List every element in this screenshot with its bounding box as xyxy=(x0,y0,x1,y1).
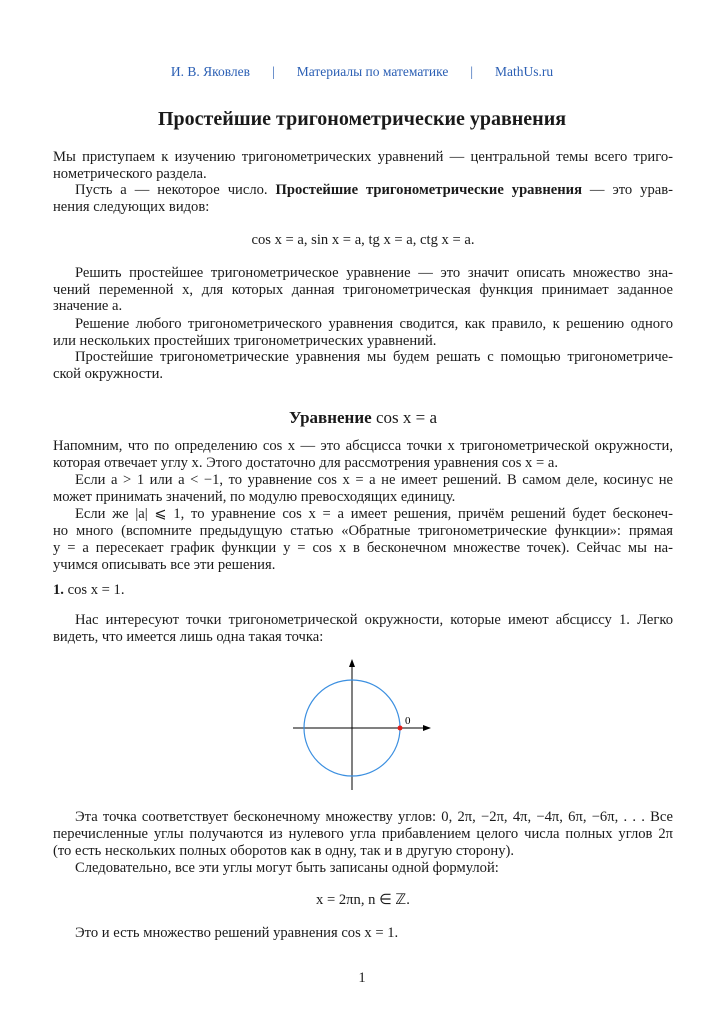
text-segment: — это урав- xyxy=(581,182,674,198)
text-line xyxy=(53,859,673,877)
text-segment: значение a. xyxy=(53,298,123,314)
text-line xyxy=(53,842,673,860)
text-line xyxy=(53,825,673,843)
materials-link[interactable]: Материалы по математике xyxy=(296,64,449,79)
text-segment: нения следующих видов: xyxy=(53,199,210,215)
text-segment: Пусть a — некоторое число. xyxy=(75,182,276,198)
text-line xyxy=(53,454,673,472)
text-line xyxy=(53,556,673,574)
text-line xyxy=(53,924,673,942)
text-segment: Решение любого тригонометрического уравнения сводится, как правило, к решению одного xyxy=(75,316,673,332)
bold-text: 1. xyxy=(53,582,64,598)
text-segment: перечисленные углы получаются из нулевого угла прибавлением целого числа полных углов 2π xyxy=(53,826,673,842)
text-segment: учимся описывать все эти решения. xyxy=(53,557,276,573)
text-segment: cos x = a xyxy=(375,408,437,427)
text-line xyxy=(53,437,673,455)
text-line xyxy=(53,628,673,646)
author-link[interactable]: И. В. Яковлев xyxy=(170,64,251,79)
text-line xyxy=(53,148,673,166)
text-segment: y = a пересекает график функции y = cos x в бесконечном множестве точек). Сейчас мы на- xyxy=(53,540,673,556)
text-line xyxy=(53,581,673,599)
text-segment: Простейшие тригонометрические уравнения мы будем решать с помощью тригонометриче- xyxy=(75,349,673,365)
point-label: 0 xyxy=(405,715,411,727)
bold-text: Простейшие тригонометрические уравнения xyxy=(275,182,582,198)
text-line xyxy=(53,181,673,199)
text-segment: которая отвечает углу x. Этого достаточно для рассмотрения уравнения cos x = a. xyxy=(53,455,558,471)
text-segment: (то есть нескольких полных оборотов как в одну, так и в другую сторону). xyxy=(53,843,515,859)
text-segment: Решить простейшее тригонометрическое уравнение — это значит описать множество зна- xyxy=(75,265,673,281)
page-header xyxy=(0,64,724,80)
trig-circle-figure xyxy=(288,655,438,795)
text-line xyxy=(53,808,673,826)
text-segment: Эта точка соответствует бесконечному множеству углов: 0, 2π, −2π, 4π, −4π, 6π, −6π, . . . Все xyxy=(75,809,673,825)
text-line xyxy=(53,471,673,489)
text-segment: Напомним, что по определению cos x — это абсцисса точки x тригонометрической окружности, xyxy=(53,438,673,454)
text-segment: Это и есть множество решений уравнения cos x = 1. xyxy=(75,925,399,941)
text-segment: чений переменной x, для которых данная тригонометрическая функция принимает заданное xyxy=(53,282,673,298)
text-line xyxy=(53,522,673,540)
text-segment: но много (вспомните предыдущую статью «Обратные тригонометрические функции»: прямая xyxy=(53,523,673,539)
page-number: 1 xyxy=(358,970,366,986)
text-line xyxy=(53,539,673,557)
section-heading xyxy=(53,407,673,429)
header-separator: | xyxy=(272,64,275,79)
text-segment: может принимать значений, по модулю превосходящих единицу. xyxy=(53,489,456,505)
text-line xyxy=(53,315,673,333)
text-segment: Если a > 1 или a < −1, то уравнение cos x = a не имеет решений. В самом деле, косинус не xyxy=(75,472,673,488)
display-formula xyxy=(53,891,673,909)
text-segment: нометрического раздела. xyxy=(53,166,207,182)
text-segment: ской окружности. xyxy=(53,366,164,382)
text-segment: cos x = 1. xyxy=(63,582,125,598)
text-segment: Мы приступаем к изучению тригонометрических уравнений — центральной темы всего триго- xyxy=(53,149,673,165)
text-line xyxy=(53,488,673,506)
text-segment: Следовательно, все эти углы могут быть записаны одной формулой: xyxy=(75,860,499,876)
text-segment: x = 2πn, n ∈ ℤ. xyxy=(316,892,410,908)
text-segment: или нескольких простейших тригонометрических уравнений. xyxy=(53,333,437,349)
text-line xyxy=(53,505,673,523)
point-zero xyxy=(398,726,403,731)
display-formula xyxy=(53,231,673,249)
page-title: Простейшие тригонометрические уравнения xyxy=(157,108,567,130)
site-link[interactable]: MathUs.ru xyxy=(495,64,554,79)
text-line xyxy=(53,611,673,629)
text-line xyxy=(53,198,673,216)
text-segment: Уравнение xyxy=(289,408,376,427)
text-line xyxy=(53,365,673,383)
text-line xyxy=(53,348,673,366)
text-segment: Нас интересуют точки тригонометрической окружности, которые имеют абсциссу 1. Легко xyxy=(75,612,673,628)
text-line xyxy=(53,264,673,282)
text-segment: видеть, что имеется лишь одна такая точка: xyxy=(53,629,324,645)
text-line xyxy=(53,297,673,315)
header-separator: | xyxy=(470,64,474,79)
text-segment: Если же |a| ⩽ 1, то уравнение cos x = a имеет решения, причём решений будет бесконеч- xyxy=(75,506,673,522)
text-segment: cos x = a, sin x = a, tg x = a, ctg x = a. xyxy=(251,232,475,248)
